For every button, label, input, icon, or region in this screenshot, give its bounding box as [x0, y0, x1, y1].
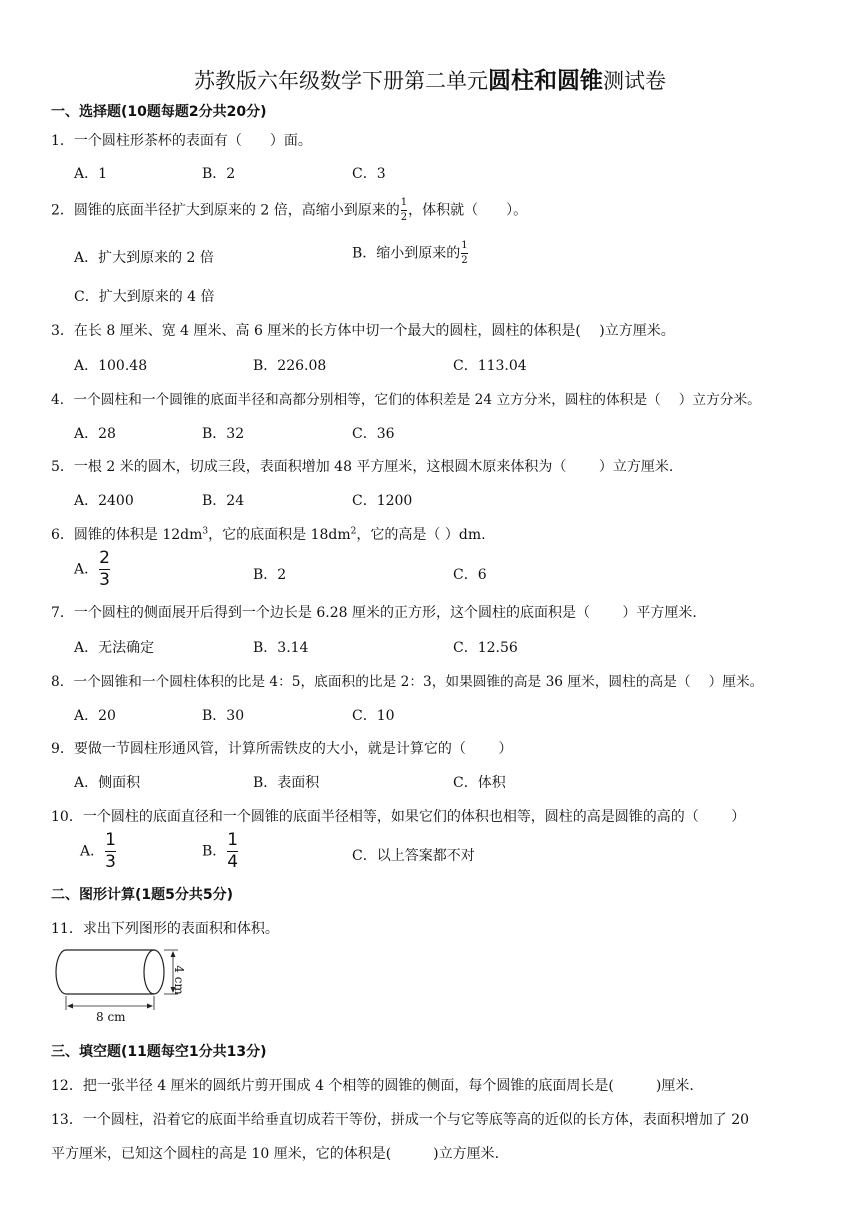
- q4-option-a: A．28: [74, 426, 116, 442]
- question-1: 1．一个圆柱形茶杯的表面有（ ）面。: [51, 133, 312, 149]
- q2-option-b-fraction: [461, 241, 467, 266]
- question-6: [51, 524, 486, 544]
- q6-option-b: B．2: [253, 567, 287, 583]
- q5-option-b: B．24: [202, 493, 245, 509]
- q6-a-num: 2: [99, 548, 110, 568]
- q8-option-b: B．30: [202, 708, 245, 724]
- q2-b-num: 1: [461, 240, 468, 251]
- q2-fraction-den: 2: [400, 212, 408, 223]
- question-7: 7．一个圆柱的侧面展开后得到一个边长是 6.28 厘米的正方形，这个圆柱的底面积是（ ）平方厘米.: [51, 605, 697, 621]
- cylinder-height-label: 4 cm: [172, 965, 186, 995]
- title-suffix: 测试卷: [603, 69, 666, 93]
- q10-a-den: 3: [105, 852, 116, 872]
- q8-option-c: C．10: [352, 708, 395, 724]
- q1-option-a: A．1: [74, 166, 108, 182]
- q4-option-c: C．36: [352, 426, 395, 442]
- q9-option-b: B．表面积: [253, 775, 320, 791]
- section-choice-heading: 一、选择题(10题每题2分共20分): [51, 104, 267, 120]
- q6-option-a-label: A．: [74, 561, 99, 578]
- title-prefix: 苏教版六年级数学下册第二单元: [194, 69, 488, 93]
- q6-text-1: 6．圆锥的体积是 12dm: [51, 527, 203, 543]
- q2-text-post: ，体积就（ ）。: [408, 202, 528, 219]
- q10-option-a-fraction: [105, 832, 116, 871]
- q7-option-c: C．12.56: [453, 640, 518, 656]
- q10-b-num: 1: [227, 830, 239, 850]
- q2-text-pre: 2．圆锥的底面半径扩大到原来的 2 倍，高缩小到原来的: [51, 202, 400, 219]
- q10-a-num: 1: [105, 830, 116, 850]
- q2-b-den: 2: [461, 255, 468, 266]
- section-figure-heading: 二、图形计算(1题5分共5分): [51, 887, 234, 903]
- q6-a-den: 3: [99, 570, 110, 590]
- q2-option-c: C．扩大到原来的 4 倍: [74, 289, 215, 305]
- q5-option-c: C．1200: [352, 493, 413, 509]
- q6-sup-2: 2: [350, 526, 357, 537]
- question-2: [51, 198, 527, 223]
- q1-option-c: C．3: [352, 166, 386, 182]
- q10-option-b-fraction: [227, 832, 238, 871]
- section-fill-heading: 三、填空题(11题每空1分共13分): [51, 1044, 267, 1060]
- question-8: 8．一个圆锥和一个圆柱体积的比是 4：5，底面积的比是 2：3，如果圆锥的高是 36 厘米，圆柱的高是（ ）厘米。: [51, 674, 764, 690]
- q6-text-2: ，它的底面积是 18dm: [208, 527, 351, 543]
- question-4: 4．一个圆柱和一个圆锥的底面半径和高都分别相等，它们的体积差是 24 立方分米，圆柱的体积是（ ）立方分米。: [51, 392, 761, 408]
- q6-text-3: ，它的高是（ ）dm.: [356, 527, 486, 543]
- question-12: 12．把一张半径 4 厘米的圆纸片剪开围成 4 个相等的圆锥的侧面，每个圆锥的底面周长是( )厘米.: [51, 1078, 694, 1094]
- q5-option-a: A．2400: [74, 493, 134, 509]
- q10-option-b-label: B．: [202, 843, 227, 860]
- question-3: 3．在长 8 厘米、宽 4 厘米、高 6 厘米的长方体中切一个最大的圆柱，圆柱的体积是( )立方厘米。: [51, 323, 675, 339]
- q10-option-a: [80, 832, 117, 871]
- q3-option-a: A．100.48: [74, 358, 148, 374]
- q9-option-a: A．侧面积: [74, 775, 141, 791]
- question-13-line-1: 13．一个圆柱，沿着它的底面半给垂直切成若干等份，拼成一个与它等底等高的近似的长方体，表面积增加了 20: [51, 1112, 750, 1128]
- question-11: 11．求出下列图形的表面积和体积。: [51, 921, 279, 937]
- q3-option-c: C．113.04: [453, 358, 527, 374]
- q2-option-a: A．扩大到原来的 2 倍: [74, 250, 214, 266]
- q9-option-c: C．体积: [453, 775, 506, 791]
- q7-option-b: B．3.14: [253, 640, 309, 656]
- q10-option-b: [202, 832, 239, 871]
- q10-option-a-label: A．: [80, 843, 105, 860]
- q7-option-a: A．无法确定: [74, 640, 155, 656]
- q6-option-a-fraction: [99, 550, 110, 589]
- q10-b-den: 4: [227, 852, 239, 872]
- q6-option-c: C．6: [453, 567, 487, 583]
- question-13-line-2: 平方厘米，已知这个圆柱的高是 10 厘米，它的体积是( )立方厘米.: [51, 1146, 500, 1162]
- q6-option-a: [74, 550, 111, 589]
- q10-option-c: C．以上答案都不对: [352, 848, 475, 864]
- title-bold: 圆柱和圆锥: [488, 68, 603, 94]
- question-5: 5．一根 2 米的圆木，切成三段，表面积增加 48 平方厘米，这根圆木原来体积为（ ）立方厘米.: [51, 459, 674, 475]
- q8-option-a: A．20: [74, 708, 116, 724]
- q4-option-b: B．32: [202, 426, 245, 442]
- q1-option-b: B．2: [202, 166, 236, 182]
- page-title: [0, 62, 860, 95]
- q6-sup-1: 3: [202, 526, 209, 537]
- question-9: 9．要做一节圆柱形通风管，计算所需铁皮的大小，就是计算它的（ ）: [51, 741, 513, 757]
- question-10: 10．一个圆柱的底面直径和一个圆锥的底面半径相等，如果它们的体积也相等，圆柱的高是圆锥的高的（ ）: [51, 809, 746, 825]
- q2-fraction: [401, 198, 407, 223]
- q2-option-b-text: B．缩小到原来的: [352, 245, 461, 262]
- q3-option-b: B．226.08: [253, 358, 327, 374]
- cylinder-length-label: 8 cm: [96, 1010, 126, 1024]
- q2-option-b: [352, 241, 469, 266]
- cylinder-height-label-wrap: [172, 960, 186, 1000]
- q2-fraction-num: 1: [400, 197, 408, 208]
